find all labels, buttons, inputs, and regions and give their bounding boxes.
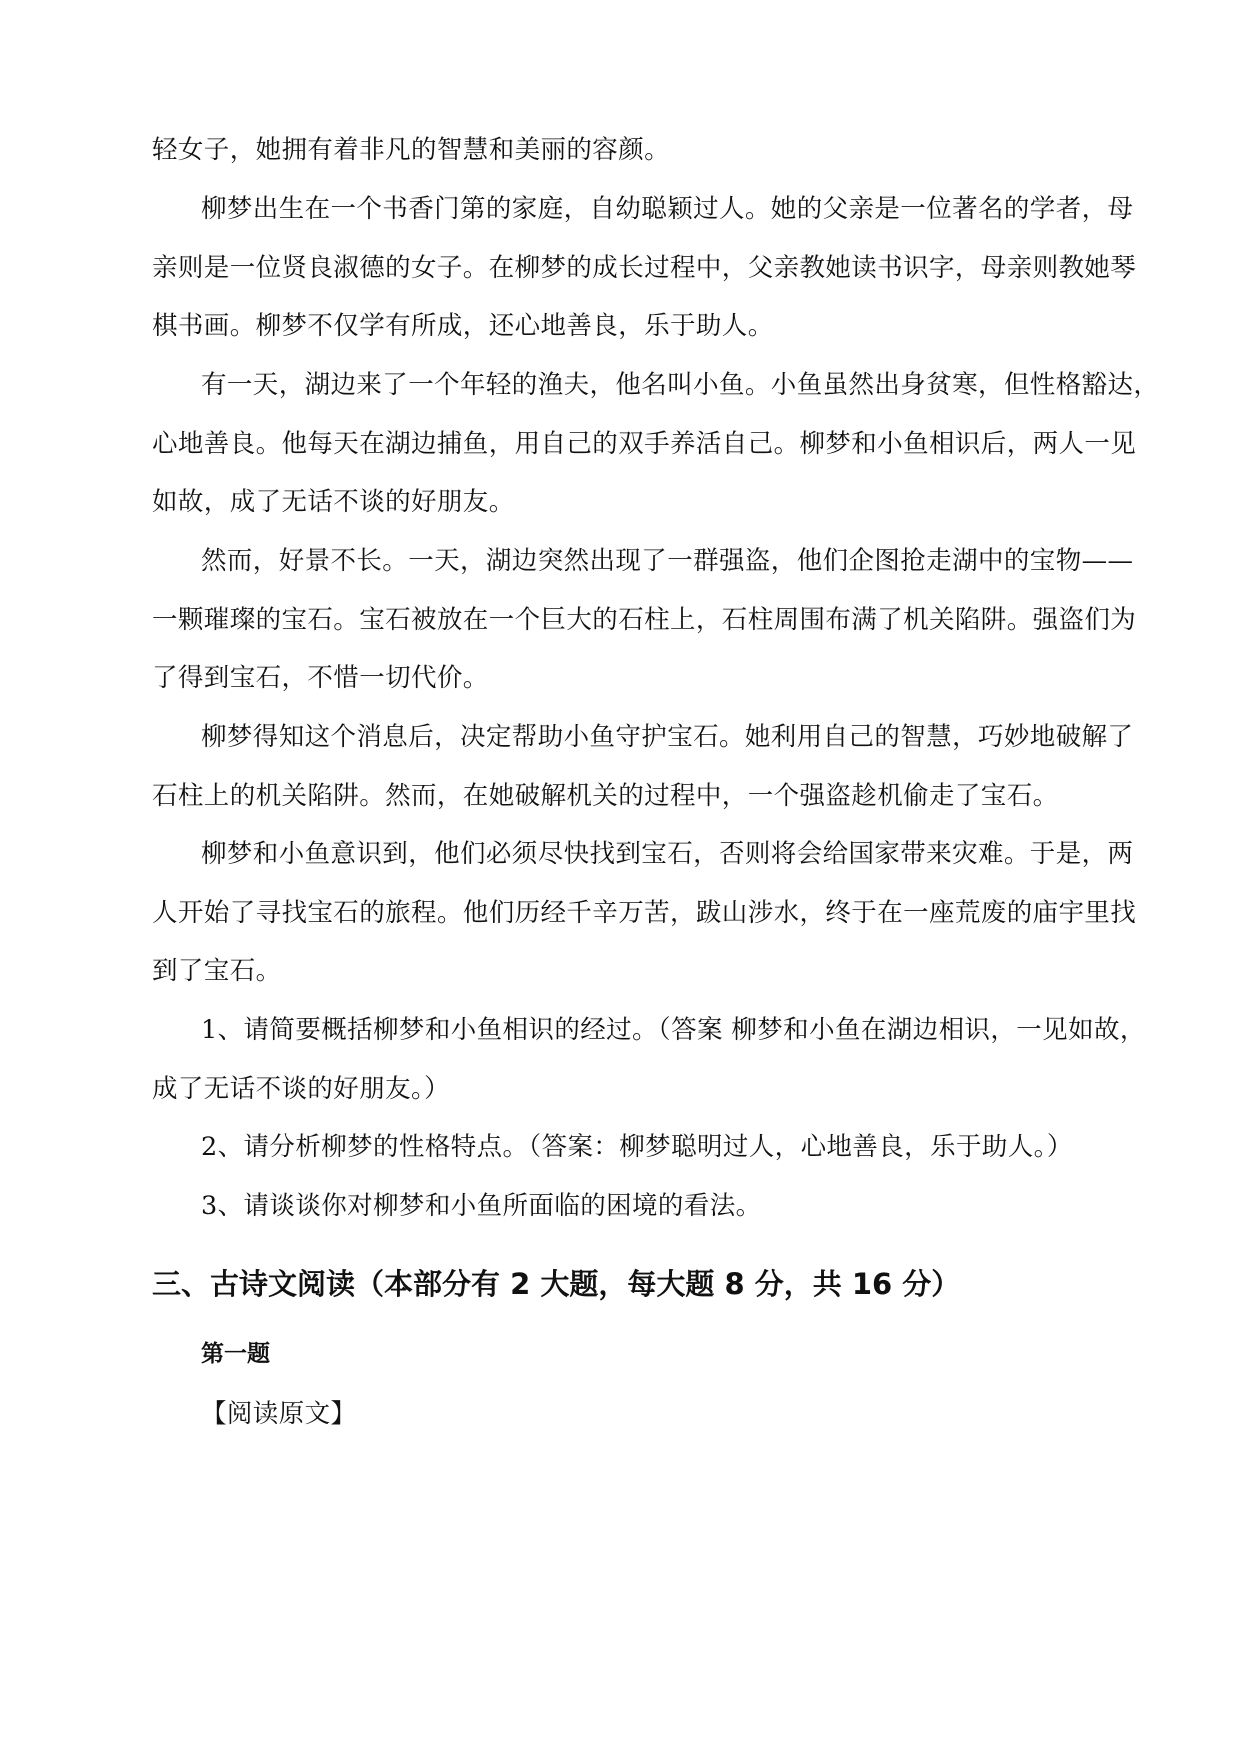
question-subheading: 第一题 [201,1341,270,1367]
paragraph-line: 然而，好景不长。一天，湖边突然出现了一群强盗，他们企图抢走湖中的宝物—— [201,546,1134,576]
paragraph-line: 心地善良。他每天在湖边捕鱼，用自己的双手养活自己。柳梦和小鱼相识后，两人一见 [152,429,1137,459]
paragraph-line: 人开始了寻找宝石的旅程。他们历经千辛万苦，跋山涉水，终于在一座荒废的庙宇里找 [152,898,1137,928]
question-line: 成了无话不谈的好朋友。） [152,1074,451,1104]
paragraph-line: 棋书画。柳梦不仅学有所成，还心地善良，乐于助人。 [152,311,774,341]
paragraph-line: 柳梦出生在一个书香门第的家庭，自幼聪颖过人。她的父亲是一位著名的学者，母 [201,194,1134,224]
question-line: 3、请谈谈你对柳梦和小鱼所面临的困境的看法。 [201,1191,762,1221]
question-line: 1、请简要概括柳梦和小鱼相识的经过。（答案 柳梦和小鱼在湖边相识，一见如故， [201,1015,1146,1045]
paragraph-line: 一颗璀璨的宝石。宝石被放在一个巨大的石柱上，石柱周围布满了机关陷阱。强盗们为 [152,605,1137,635]
paragraph-line: 有一天，湖边来了一个年轻的渔夫，他名叫小鱼。小鱼虽然出身贫寒，但性格豁达， [201,370,1160,400]
paragraph-line: 到了宝石。 [152,956,282,986]
paragraph-line: 轻女子，她拥有着非凡的智慧和美丽的容颜。 [152,135,671,165]
paragraph-line: 柳梦得知这个消息后，决定帮助小鱼守护宝石。她利用自己的智慧，巧妙地破解了 [201,722,1134,752]
paragraph-line: 石柱上的机关陷阱。然而，在她破解机关的过程中，一个强盗趁机偷走了宝石。 [152,781,1059,811]
paragraph-line: 柳梦和小鱼意识到，他们必须尽快找到宝石，否则将会给国家带来灾难。于是，两 [201,839,1134,869]
paragraph-line: 亲则是一位贤良淑德的女子。在柳梦的成长过程中，父亲教她读书识字，母亲则教她琴 [152,253,1137,283]
paragraph-line: 了得到宝石，不惜一切代价。 [152,663,489,693]
section-heading: 三、古诗文阅读（本部分有 2 大题，每大题 8 分，共 16 分） [152,1267,961,1301]
question-line: 2、请分析柳梦的性格特点。（答案：柳梦聪明过人，心地善良，乐于助人。） [201,1132,1073,1162]
paragraph-line: 如故，成了无话不谈的好朋友。 [152,487,515,517]
reading-label: 【阅读原文】 [201,1399,357,1429]
